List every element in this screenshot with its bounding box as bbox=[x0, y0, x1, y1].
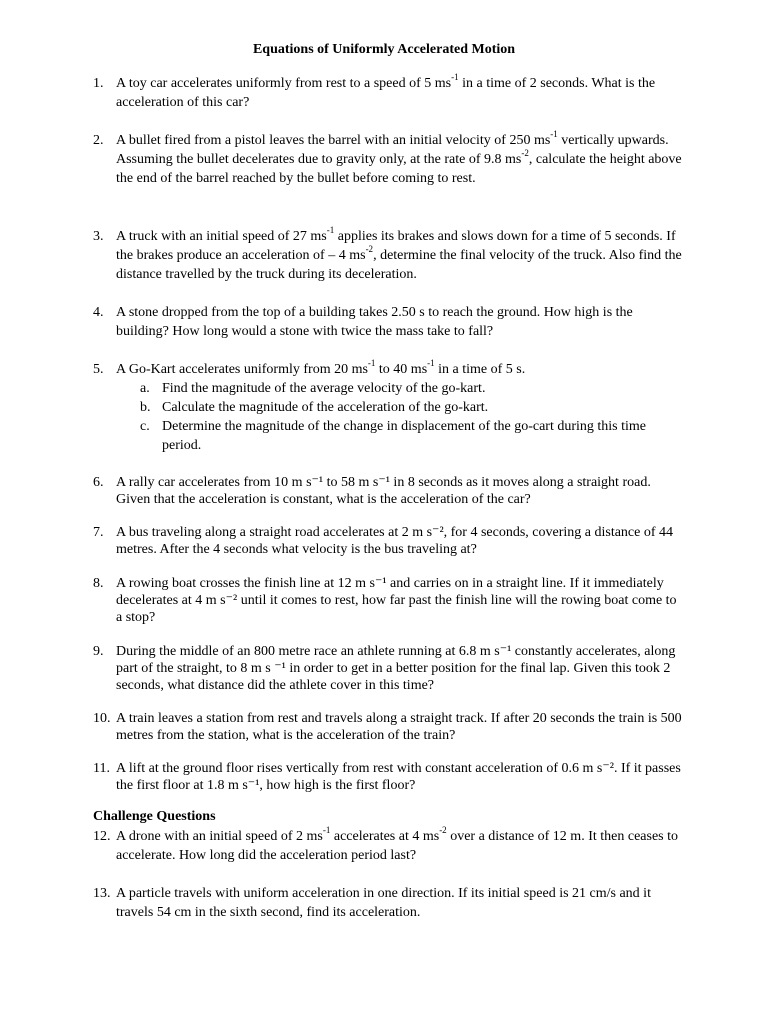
question-number: 2. bbox=[93, 133, 104, 148]
question-number: 5. bbox=[93, 362, 104, 377]
sub-question-text: Calculate the magnitude of the acceleration of the go-kart. bbox=[162, 400, 489, 415]
question-number: 4. bbox=[93, 305, 104, 320]
sub-question-c bbox=[140, 417, 683, 455]
question-text: A stone dropped from the top of a building takes 2.50 s to reach the ground. How high is the building? How long would a stone with twice the mass take to fall? bbox=[116, 305, 633, 339]
question-7 bbox=[93, 524, 683, 558]
question-13 bbox=[93, 884, 683, 922]
question-number: 8. bbox=[93, 576, 104, 591]
sub-question-label: b. bbox=[140, 400, 151, 415]
question-number: 7. bbox=[93, 525, 104, 540]
question-10 bbox=[93, 710, 683, 744]
question-number: 13. bbox=[93, 886, 111, 901]
question-text: A truck with an initial speed of 27 $ms^{-1}$ applies its brakes and slows down for a time of 5 seconds. If the brakes produce an acceleration of – 4 $ms^{-2}$, determine the final velocity of the truck. Also find the distance travelled by the truck during its deceleration. bbox=[116, 225, 682, 282]
question-number: 3. bbox=[93, 229, 104, 244]
question-text: A rowing boat crosses the finish line at 12 m s⁻¹ and carries on in a straight line. If it immediately decelerates at 4 m s⁻² until it comes to rest, how far past the finish line will the rowing boat come to a stop? bbox=[116, 576, 677, 625]
question-text: A bullet fired from a pistol leaves the barrel with an initial velocity of 250 $ms^{-1}$ vertically upwards. Assuming the bullet decelerates due to gravity only, at the rate of 9.8 $ms^{-2}$, calculate the height above the end of the barrel reached by the bullet before coming to rest. bbox=[116, 129, 682, 186]
question-text: A rally car accelerates from 10 m s⁻¹ to 58 m s⁻¹ in 8 seconds as it moves along a straight road. Given that the acceleration is constant, what is the acceleration of the car? bbox=[116, 475, 651, 507]
question-number: 12. bbox=[93, 829, 111, 844]
question-4 bbox=[93, 303, 683, 341]
question-text: A bus traveling along a straight road accelerates at 2 m s⁻², for 4 seconds, covering a distance of 44 metres. After the 4 seconds what velocity is the bus traveling at? bbox=[116, 525, 674, 557]
sub-question-label: a. bbox=[140, 381, 150, 396]
question-9 bbox=[93, 643, 683, 694]
question-1 bbox=[93, 74, 683, 112]
question-number: 10. bbox=[93, 711, 111, 726]
question-6 bbox=[93, 474, 683, 508]
question-8 bbox=[93, 575, 683, 626]
question-number: 1. bbox=[93, 76, 104, 91]
question-3 bbox=[93, 227, 683, 284]
question-text: A train leaves a station from rest and travels along a straight track. If after 20 seconds the train is 500 metres from the station, what is the acceleration of the train? bbox=[116, 711, 682, 743]
question-text: During the middle of an 800 metre race an athlete running at 6.8 m s⁻¹ constantly accelerates, along part of the straight, to 8 m s ⁻¹ in order to get in a better position for the final lap. Given this took 2 seconds, what distance did the athlete cover in this time? bbox=[116, 644, 676, 693]
sub-question-text: Find the magnitude of the average velocity of the go-kart. bbox=[162, 381, 486, 396]
question-number: 11. bbox=[93, 761, 110, 776]
question-text: A lift at the ground floor rises vertically from rest with constant acceleration of 0.6 m s⁻². If it passes the first floor at 1.8 m s⁻¹, how high is the first floor? bbox=[116, 761, 681, 793]
question-text: A toy car accelerates uniformly from rest to a speed of 5 $ms^{-1}$ in a time of 2 seconds. What is the acceleration of this car? bbox=[116, 72, 656, 110]
sub-question-a bbox=[140, 379, 683, 398]
question-5 bbox=[93, 360, 683, 455]
sub-question-label: c. bbox=[140, 419, 150, 434]
question-text: A particle travels with uniform acceleration in one direction. If its initial speed is 21 cm/s and it travels 54 cm in the sixth second, find its acceleration. bbox=[116, 886, 651, 920]
sub-question-b bbox=[140, 398, 683, 417]
question-text: A drone with an initial speed of 2 $ms^{-1}$ accelerates at 4 $ms^{-2}$ over a distance of 12 m. It then ceases to accelerate. How long did the acceleration period last? bbox=[116, 825, 678, 863]
challenge-heading: Challenge Questions bbox=[93, 809, 216, 824]
question-2 bbox=[93, 131, 683, 188]
question-number: 9. bbox=[93, 644, 104, 659]
question-number: 6. bbox=[93, 475, 104, 490]
question-12 bbox=[93, 827, 683, 865]
sub-question-text: Determine the magnitude of the change in displacement of the go-cart during this time period. bbox=[162, 419, 647, 453]
page-title: Equations of Uniformly Accelerated Motion bbox=[252, 42, 516, 57]
question-11 bbox=[93, 760, 683, 794]
question-text: A Go-Kart accelerates uniformly from 20 $ms^{-1}$ to 40 $ms^{-1}$ in a time of 5 s. bbox=[116, 358, 526, 377]
